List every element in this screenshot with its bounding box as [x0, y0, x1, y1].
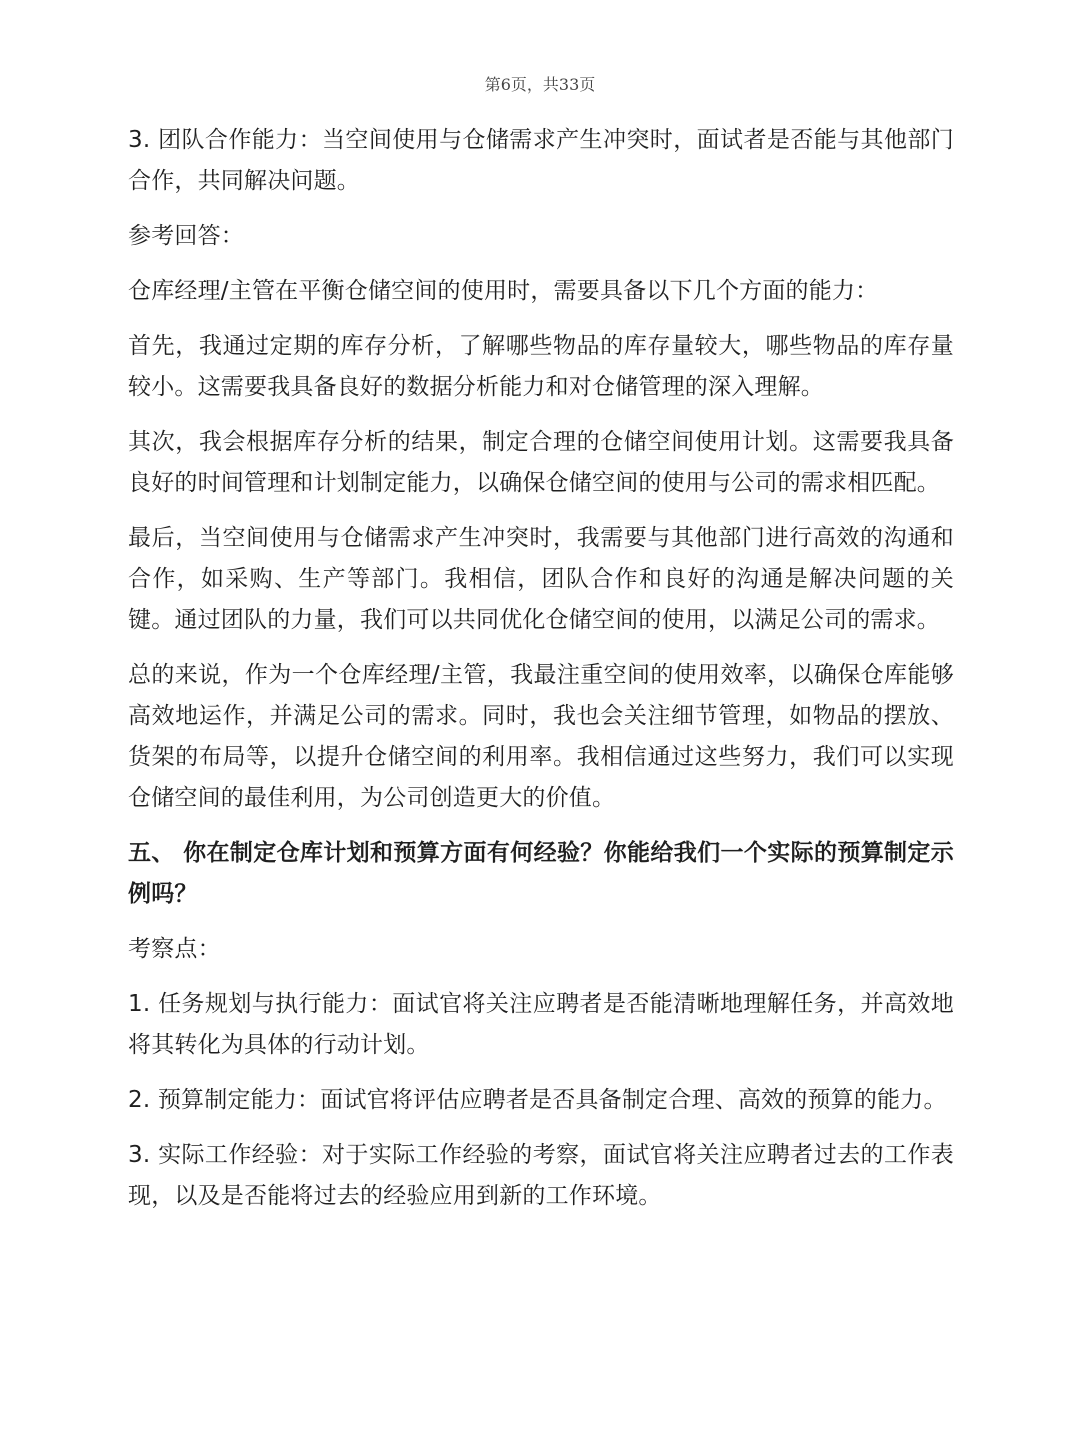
answer-intro: 仓库经理/主管在平衡仓储空间的使用时，需要具备以下几个方面的能力： — [128, 278, 879, 304]
answer-summary: 总的来说，作为一个仓库经理/主管，我最注重空间的使用效率，以确保仓库能够高效地运作，并满足公司的需求。同时，我也会关注细节管理，如物品的摆放、货架的布局等，以提升仓储空间的利用率。我相信通过这些努力，我们可以实现仓储空间的最佳利用，为公司创造更大的价值。 — [128, 662, 954, 811]
document-body — [128, 120, 954, 1231]
question-five-heading: 五、 你在制定仓库计划和预算方面有何经验？你能给我们一个实际的预算制定示例吗？ — [128, 840, 954, 907]
criterion-teamwork: 3. 团队合作能力：当空间使用与仓储需求产生冲突时，面试者是否能与其他部门合作，共同解决问题。 — [128, 127, 954, 194]
answer-last: 最后，当空间使用与仓储需求产生冲突时，我需要与其他部门进行高效的沟通和合作，如采购、生产等部门。我相信，团队合作和良好的沟通是解决问题的关键。通过团队的力量，我们可以共同优化仓储空间的使用，以满足公司的需求。 — [128, 525, 954, 633]
reference-answer-label: 参考回答： — [128, 223, 244, 249]
answer-second: 其次，我会根据库存分析的结果，制定合理的仓储空间使用计划。这需要我具备良好的时间管理和计划制定能力，以确保仓储空间的使用与公司的需求相匹配。 — [128, 429, 954, 496]
criterion-budgeting: 2. 预算制定能力：面试官将评估应聘者是否具备制定合理、高效的预算的能力。 — [128, 1087, 947, 1113]
answer-first: 首先，我通过定期的库存分析，了解哪些物品的库存量较大，哪些物品的库存量较小。这需要我具备良好的数据分析能力和对仓储管理的深入理解。 — [128, 333, 954, 400]
criterion-experience: 3. 实际工作经验：对于实际工作经验的考察，面试官将关注应聘者过去的工作表现，以及是否能将过去的经验应用到新的工作环境。 — [128, 1142, 954, 1209]
criterion-planning: 1. 任务规划与执行能力：面试官将关注应聘者是否能清晰地理解任务，并高效地将其转化为具体的行动计划。 — [128, 991, 954, 1058]
assessment-points-label: 考察点： — [128, 936, 221, 962]
page-number: 第6页，共33页 — [484, 75, 596, 94]
